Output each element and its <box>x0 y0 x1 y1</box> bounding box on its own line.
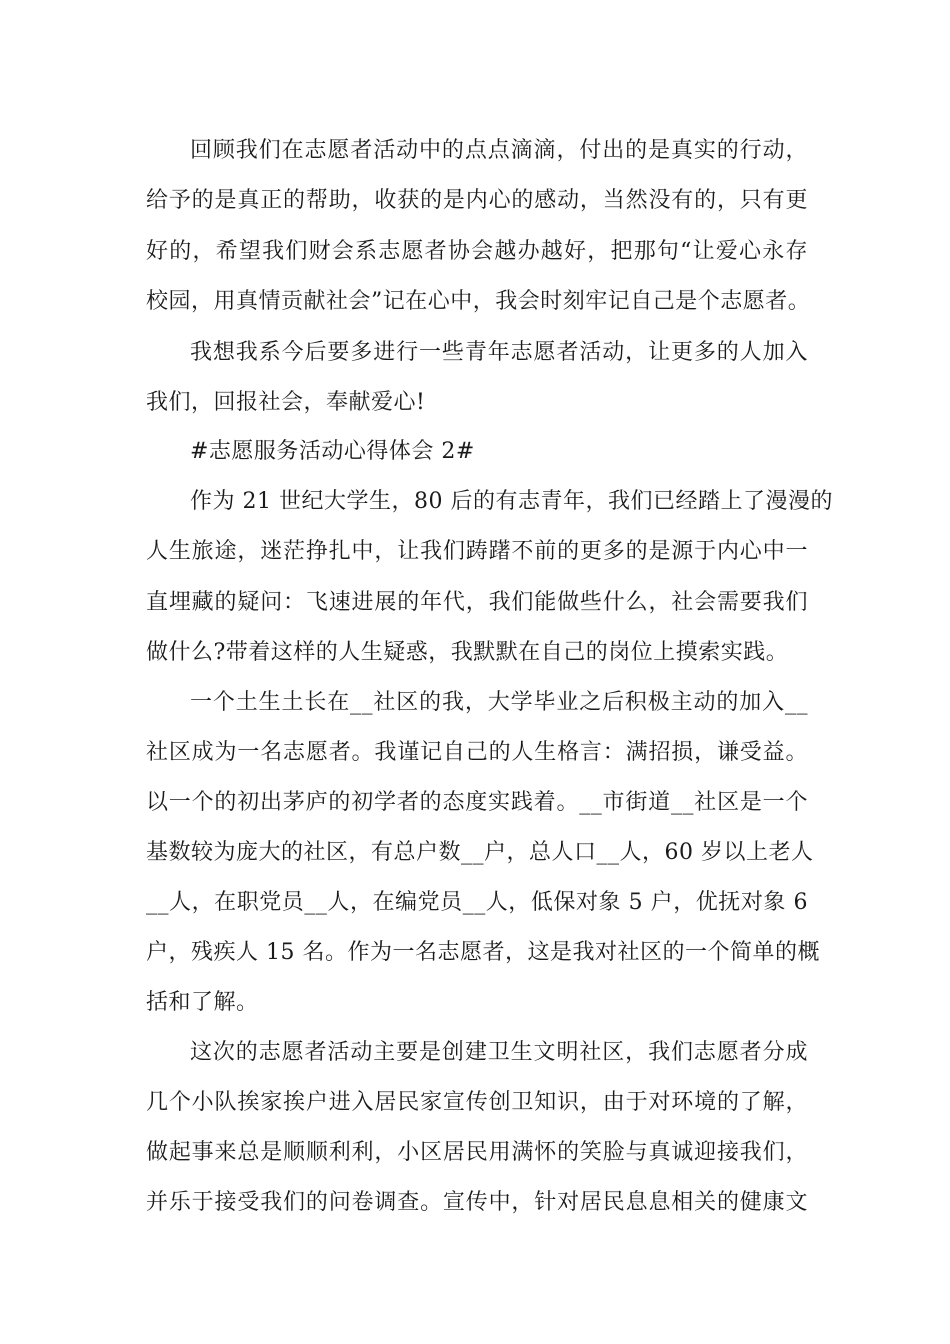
text-line: 做什么?带着这样的人生疑惑，我默默在自己的岗位上摸索实践。 <box>146 640 789 665</box>
text-line: 我们，回报社会，奉献爱心! <box>146 390 426 415</box>
text-line: 回顾我们在志愿者活动中的点点滴滴，付出的是真实的行动， <box>190 138 808 163</box>
text-line: 给予的是真正的帮助，收获的是内心的感动，当然没有的，只有更 <box>146 188 808 213</box>
text-line: 好的，希望我们财会系志愿者协会越办越好，把那句“让爱心永存 <box>146 239 808 264</box>
text-line: 我想我系今后要多进行一些青年志愿者活动，让更多的人加入 <box>190 340 808 365</box>
text-line: 并乐于接受我们的问卷调查。宣传中，针对居民息息相关的健康文 <box>146 1190 808 1215</box>
text-line: 几个小队挨家挨户进入居民家宣传创卫知识，由于对环境的了解， <box>146 1090 808 1115</box>
text-line: 作为 21 世纪大学生，80 后的有志青年，我们已经踏上了漫漫的 <box>190 489 833 514</box>
section-heading: #志愿服务活动心得体会 2# <box>190 439 475 464</box>
text-line: 括和了解。 <box>146 990 259 1015</box>
text-line: 校园，用真情贡献社会”记在心中，我会时刻牢记自己是个志愿者。 <box>146 289 811 314</box>
text-line: __人，在职党员__人，在编党员__人，低保对象 5 户，优抚对象 6 <box>146 890 808 915</box>
text-line: 社区成为一名志愿者。我谨记自己的人生格言：满招损，谦受益。 <box>146 740 808 765</box>
text-line: 人生旅途，迷茫挣扎中，让我们踌躇不前的更多的是源于内心中一 <box>146 539 808 564</box>
text-line: 户，残疾人 15 名。作为一名志愿者，这是我对社区的一个简单的概 <box>146 940 820 965</box>
text-line: 以一个的初出茅庐的初学者的态度实践着。__市街道__社区是一个 <box>146 790 808 815</box>
text-line: 这次的志愿者活动主要是创建卫生文明社区，我们志愿者分成 <box>190 1040 808 1065</box>
text-line: 基数较为庞大的社区，有总户数__户，总人口__人，60 岁以上老人 <box>146 840 814 865</box>
text-line: 一个土生土长在__社区的我，大学毕业之后积极主动的加入__ <box>190 690 808 715</box>
text-line: 直埋藏的疑问：飞速进展的年代，我们能做些什么，社会需要我们 <box>146 590 808 615</box>
text-line: 做起事来总是顺顺利利，小区居民用满怀的笑脸与真诚迎接我们， <box>146 1140 808 1165</box>
